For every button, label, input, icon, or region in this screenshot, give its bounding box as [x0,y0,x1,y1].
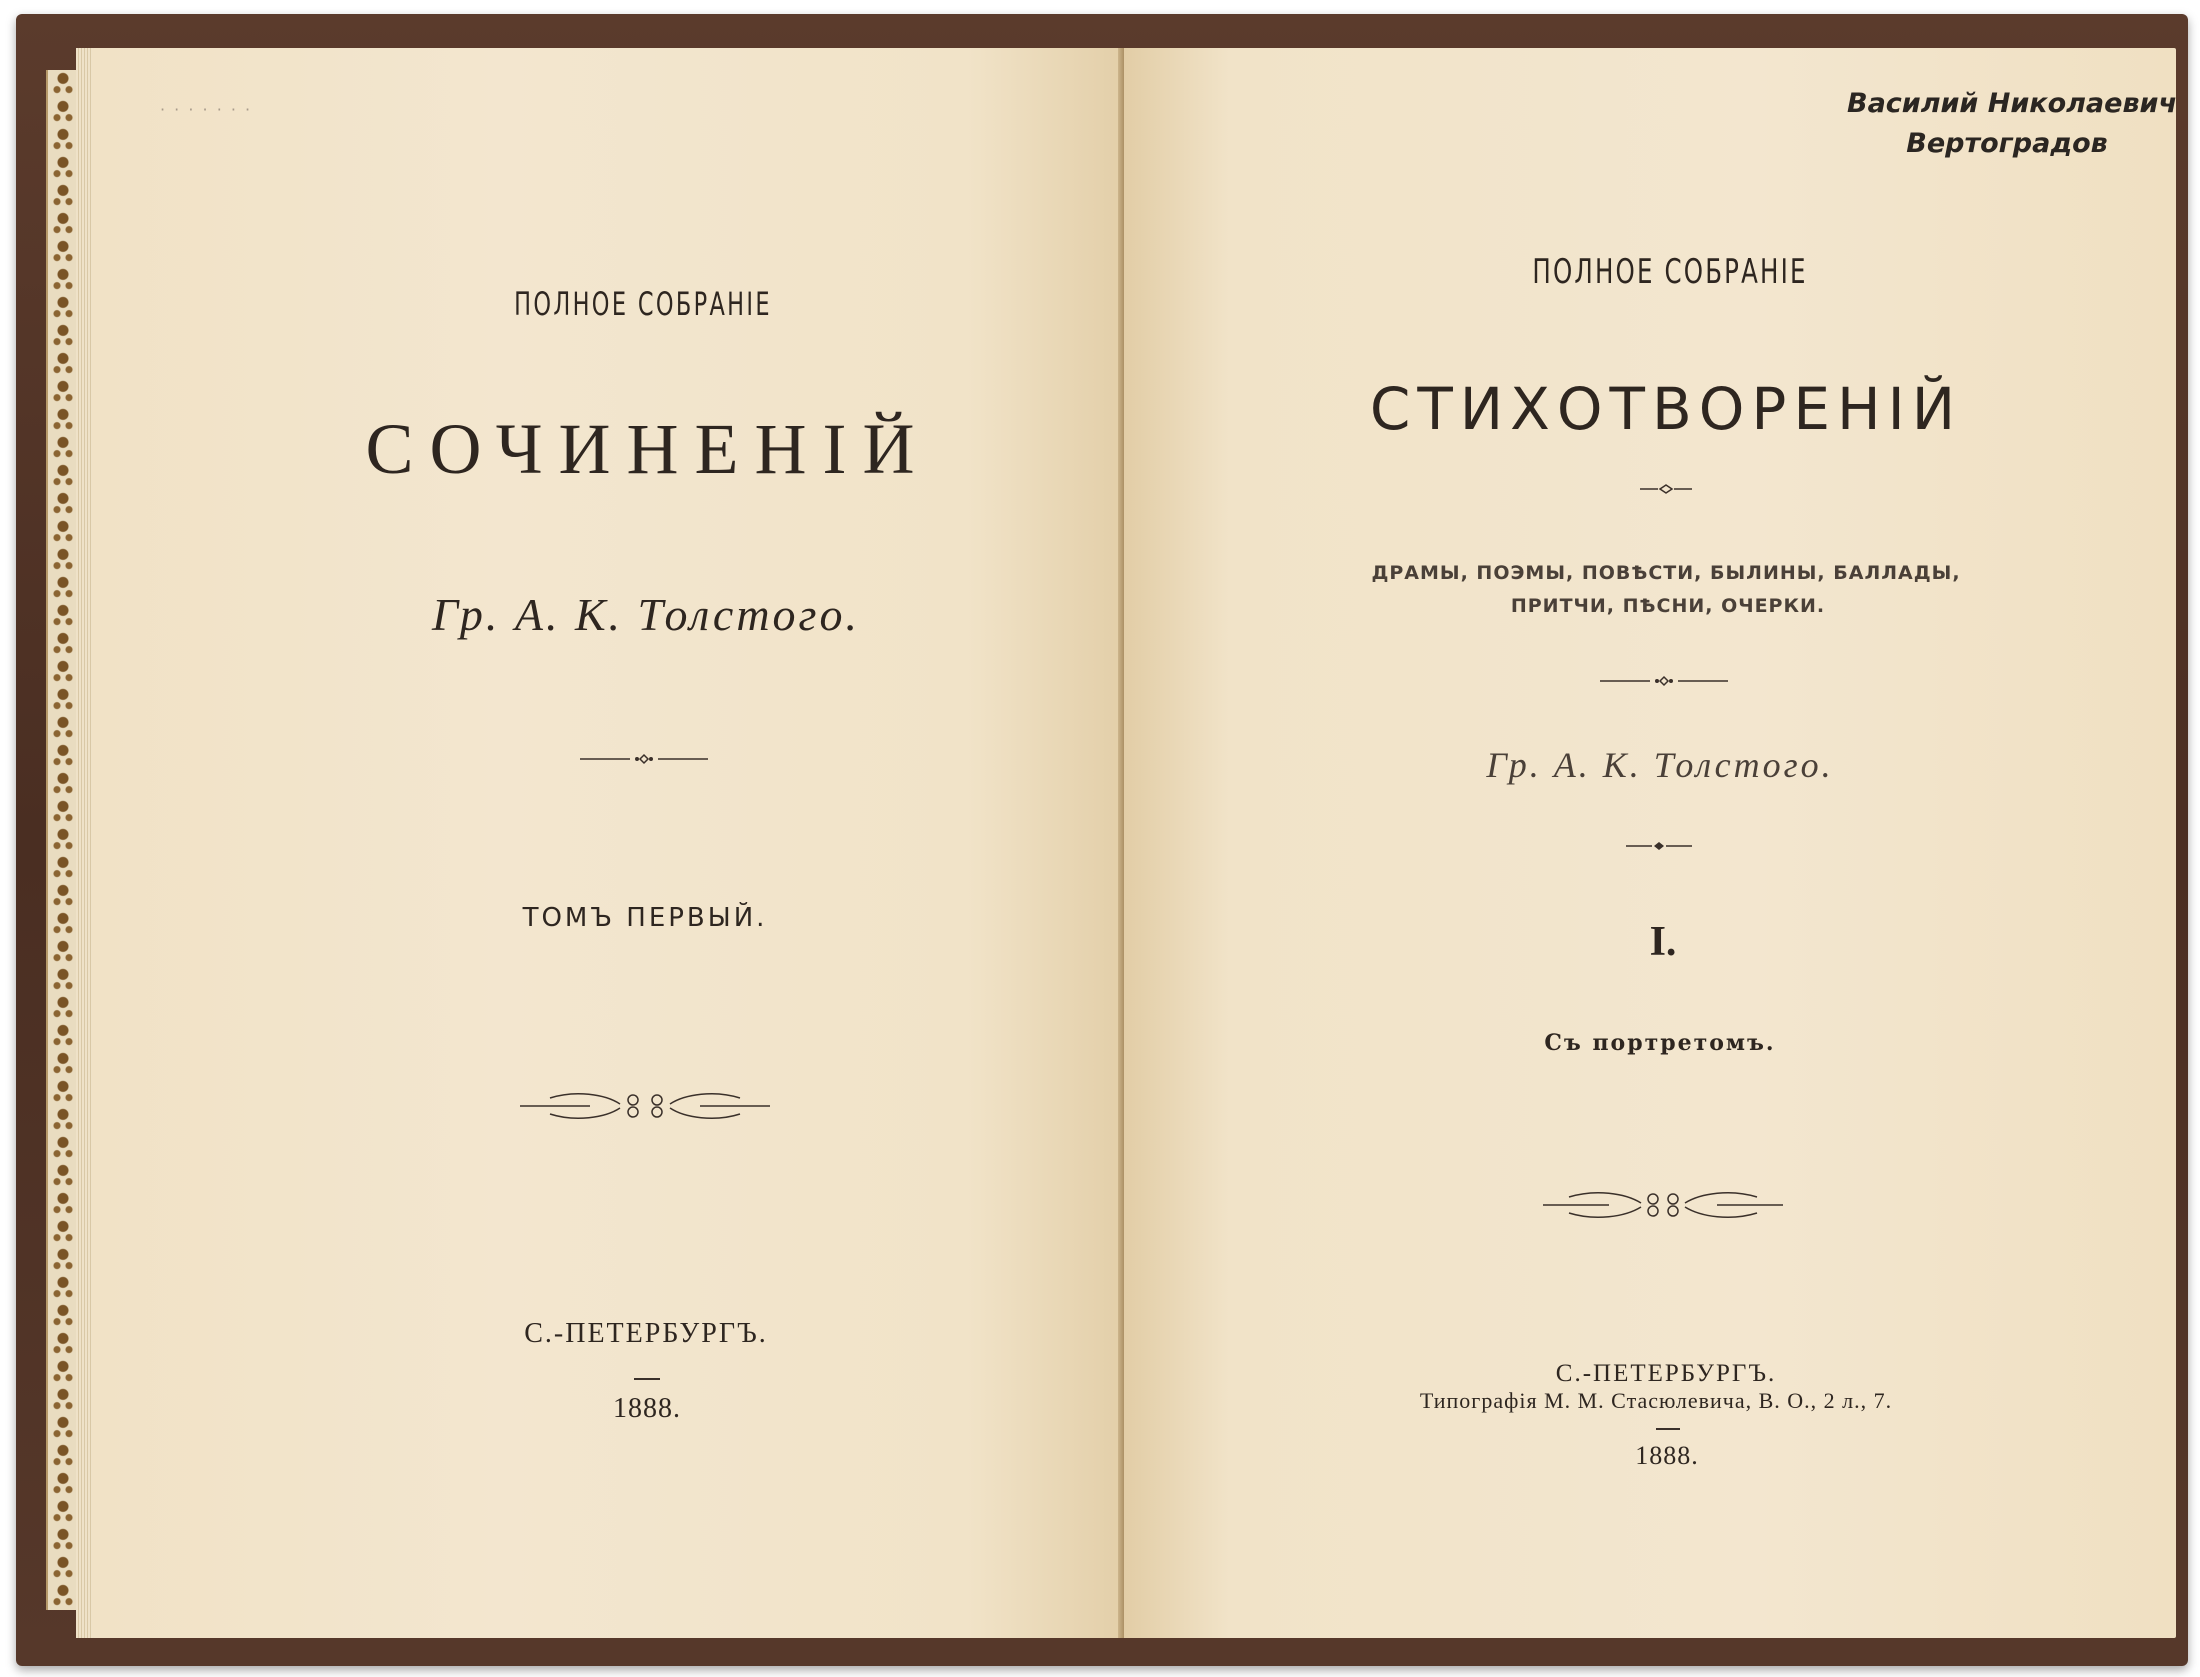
left-small-rule-ornament [580,752,708,766]
right-year: 1888. [1635,1441,1699,1470]
left-year: 1888. [613,1393,681,1424]
owner-stamp-line-1: Василий Николаевич [1847,88,2177,119]
right-rule-ornament-2 [1600,674,1728,688]
right-heading: ПОЛНОЕ СОБРАНІЕ [1532,252,1808,292]
right-printer: Типографія М. М. Стасюлевича, В. О., 2 л., 7. [1419,1388,1893,1413]
left-volume: ТОМЪ ПЕРВЫЙ. [522,903,768,933]
right-rule-ornament-3 [1626,840,1692,852]
right-rule-ornament-1 [1640,483,1692,495]
right-author: Гр. А. К. Толстого. [1486,745,1834,785]
owner-stamp-line-2: Вертоградов [1906,128,2108,159]
left-city-year-rule [634,1378,660,1380]
right-city: С.-ПЕТЕРБУРГЪ. [1555,1360,1777,1387]
right-volume-numeral: I. [1649,919,1677,965]
right-flourish-ornament [1543,1188,1783,1222]
left-city: С.-ПЕТЕРБУРГЪ. [524,1318,768,1349]
left-heading: ПОЛНОЕ СОБРАНІЕ [514,285,772,323]
right-portrait-note: Съ портретомъ. [1544,1030,1776,1056]
decorative-endpaper-strip [46,70,80,1610]
left-author: Гр. А. К. Толстого. [431,589,861,640]
right-subtitle-line-1: ДРАМЫ, ПОЭМЫ, ПОВѢСТИ, БЫЛИНЫ, БАЛЛАДЫ, [1371,562,1961,584]
right-subtitle-line-2: ПРИТЧИ, ПѢСНИ, ОЧЕРКИ. [1510,595,1826,617]
left-flourish-ornament [520,1088,770,1124]
right-printer-year-rule [1656,1428,1680,1430]
pencil-mark: · · · · · · · [160,100,253,119]
left-title: СОЧИНЕНІЙ [365,409,931,489]
right-title: СТИХОТВОРЕНІЙ [1369,375,1963,443]
